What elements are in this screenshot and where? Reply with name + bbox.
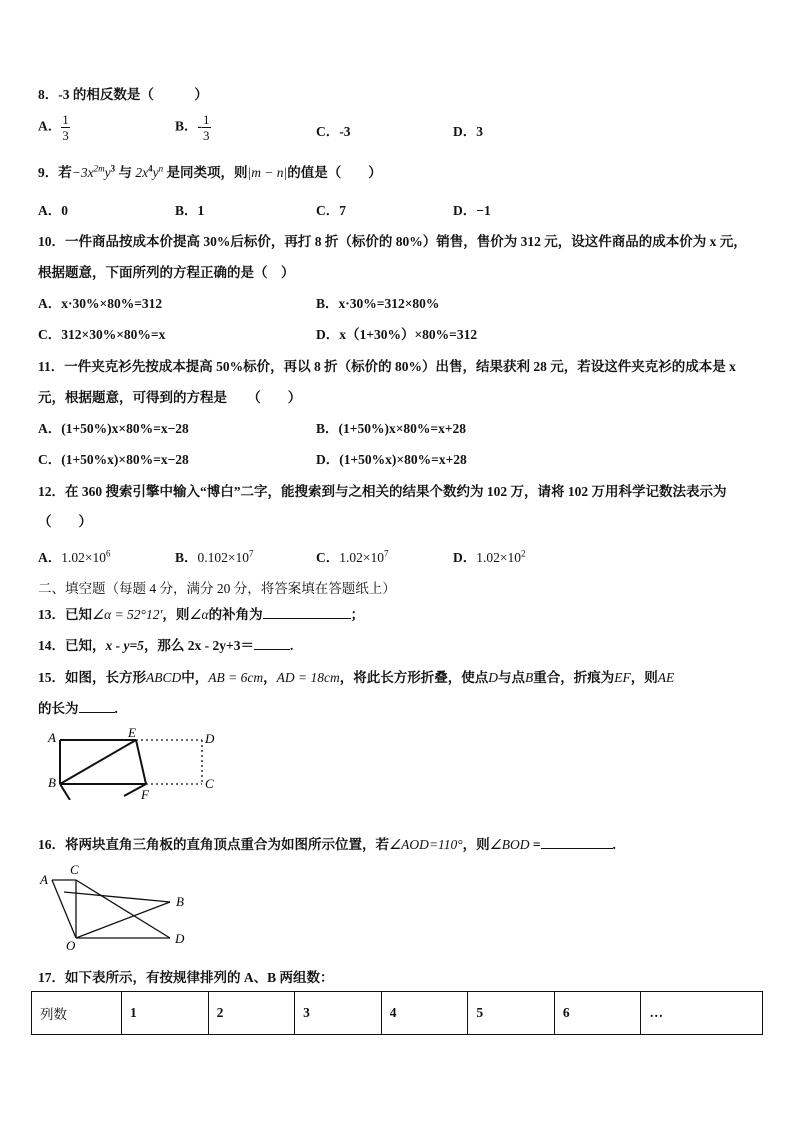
- q12-line1: 12．在 360 搜索引擎中输入“博白”二字，能搜索到与之相关的结果个数约为 102 万，请将 102 万用科学记数法表示为: [38, 484, 727, 499]
- q9-option-b: B．1: [175, 203, 205, 218]
- q10-option-d: D．x（1+30%）×80%=312: [316, 327, 478, 342]
- q10-line1: 10．一件商品按成本价提高 30%后标价，再打 8 折（标价的 80%）销售，售价为 312 元，设这件商品的成本价为 x 元，: [38, 234, 747, 249]
- q10-option-a: A．x·30%×80%=312: [38, 296, 163, 311]
- q16-stem: 16．将两块直角三角板的直角顶点重合为如图所示位置，若∠AOD=110°，则∠BOD = .: [38, 837, 616, 852]
- answer-blank: [254, 649, 290, 650]
- q10-option-c: C．312×30%×80%=x: [38, 327, 166, 342]
- table-row: [32, 992, 763, 1035]
- q10-option-b: B．x·30%=312×80%: [316, 296, 440, 311]
- q9-option-d: D．−1: [453, 203, 491, 218]
- fraction: $\frac{1}{3}$: [203, 112, 210, 143]
- q15-figure: [40, 728, 230, 800]
- q11-option-b: B．(1+50%)x×80%=x+28: [316, 421, 467, 436]
- label-b: B: [176, 894, 184, 909]
- section-heading: 二、填空题（每题 4 分，满分 20 分，将答案填在答题纸上）: [38, 581, 396, 596]
- line-cd: [76, 880, 170, 938]
- q9-option-a: A．0: [38, 203, 68, 218]
- table-cell: …: [641, 992, 763, 1035]
- q12-option-a: A．$1.02\times 10^6$: [38, 548, 111, 565]
- q11-line1: 11．一件夹克衫先按成本提高 50%标价，再以 8 折（标价的 80%）出售，结果获利 28 元，若设这件夹克衫的成本是 x: [38, 359, 736, 374]
- label-d: D: [175, 931, 185, 946]
- label-b: B: [48, 775, 56, 790]
- q9-option-c: C．7: [316, 203, 346, 218]
- q15-line1: 15．如图，长方形ABCD中，AB = 6cm，AD = 18cm，将此长方形折叠，使点D与点B重合，折痕为EF，则AE: [38, 670, 675, 685]
- answer-blank: [541, 848, 613, 849]
- q11-line2: 元，根据题意，可得到的方程是 （ ）: [38, 390, 302, 405]
- table-cell: 列数: [32, 992, 122, 1035]
- label-c: C: [205, 776, 214, 791]
- fraction: $\frac{1}{3}$: [62, 112, 69, 143]
- table-cell: 2: [208, 992, 295, 1035]
- q16-figure: [36, 862, 196, 954]
- table-cell: 4: [381, 992, 468, 1035]
- q8-stem: 8．-3 的相反数是（ ）: [38, 87, 208, 102]
- label-e: E: [128, 728, 136, 740]
- label-c: C: [70, 862, 79, 877]
- label-a: A: [48, 730, 56, 745]
- table-cell: 3: [295, 992, 382, 1035]
- q8-option-a: [38, 112, 70, 143]
- table-cell: 5: [468, 992, 555, 1035]
- table-cell: 1: [122, 992, 209, 1035]
- q9-stem: 9．若$-3x^{2m}y^3$ 与 $2x^4y^n$ 是同类项，则|m − n|的值是（ ）: [38, 163, 382, 180]
- label-a: A: [40, 872, 48, 887]
- table-cell: 6: [554, 992, 641, 1035]
- option-label: B．-: [175, 118, 202, 134]
- q12-option-d: D．$1.02\times 10^2$: [453, 548, 526, 565]
- q8-option-b: [175, 112, 211, 143]
- line-ab: [64, 892, 170, 902]
- q13-stem: 13．已知∠α = 52°12′，则∠α的补角为 ；: [38, 607, 365, 622]
- label-f: F: [141, 787, 149, 800]
- q15-line2: 的长为 .: [38, 701, 118, 716]
- edge-be: [60, 740, 136, 784]
- q12-option-c: C．$1.02\times 10^7$: [316, 548, 389, 565]
- q12-line2: （ ）: [38, 514, 92, 529]
- q10-line2: 根据题意，下面所列的方程正确的是（ ）: [38, 265, 295, 280]
- q11-option-d: D．(1+50%x)×80%=x+28: [316, 452, 467, 467]
- label-d: D: [205, 731, 215, 746]
- q11-option-a: A．(1+50%)x×80%=x−28: [38, 421, 189, 436]
- q12-option-b: B．$0.102\times 10^7$: [175, 548, 254, 565]
- q11-option-c: C．(1+50%x)×80%=x−28: [38, 452, 189, 467]
- q14-stem: 14．已知，x - y=5，那么 2x - 2y+3＝ .: [38, 638, 294, 653]
- label-o: O: [66, 938, 76, 953]
- option-label: A．: [38, 118, 62, 134]
- sequence-table: [31, 991, 763, 1035]
- q8-option-d: D．3: [453, 124, 483, 139]
- q8-option-c: C．-3: [316, 124, 351, 139]
- line-ao: [52, 880, 76, 938]
- answer-blank: [263, 618, 351, 619]
- answer-blank: [79, 712, 115, 713]
- folded-edge-1: [60, 784, 70, 800]
- edge-ef: [136, 740, 146, 784]
- line-ob: [76, 902, 170, 938]
- q17-stem: 17．如下表所示，有按规律排列的 A、B 两组数：: [38, 970, 334, 985]
